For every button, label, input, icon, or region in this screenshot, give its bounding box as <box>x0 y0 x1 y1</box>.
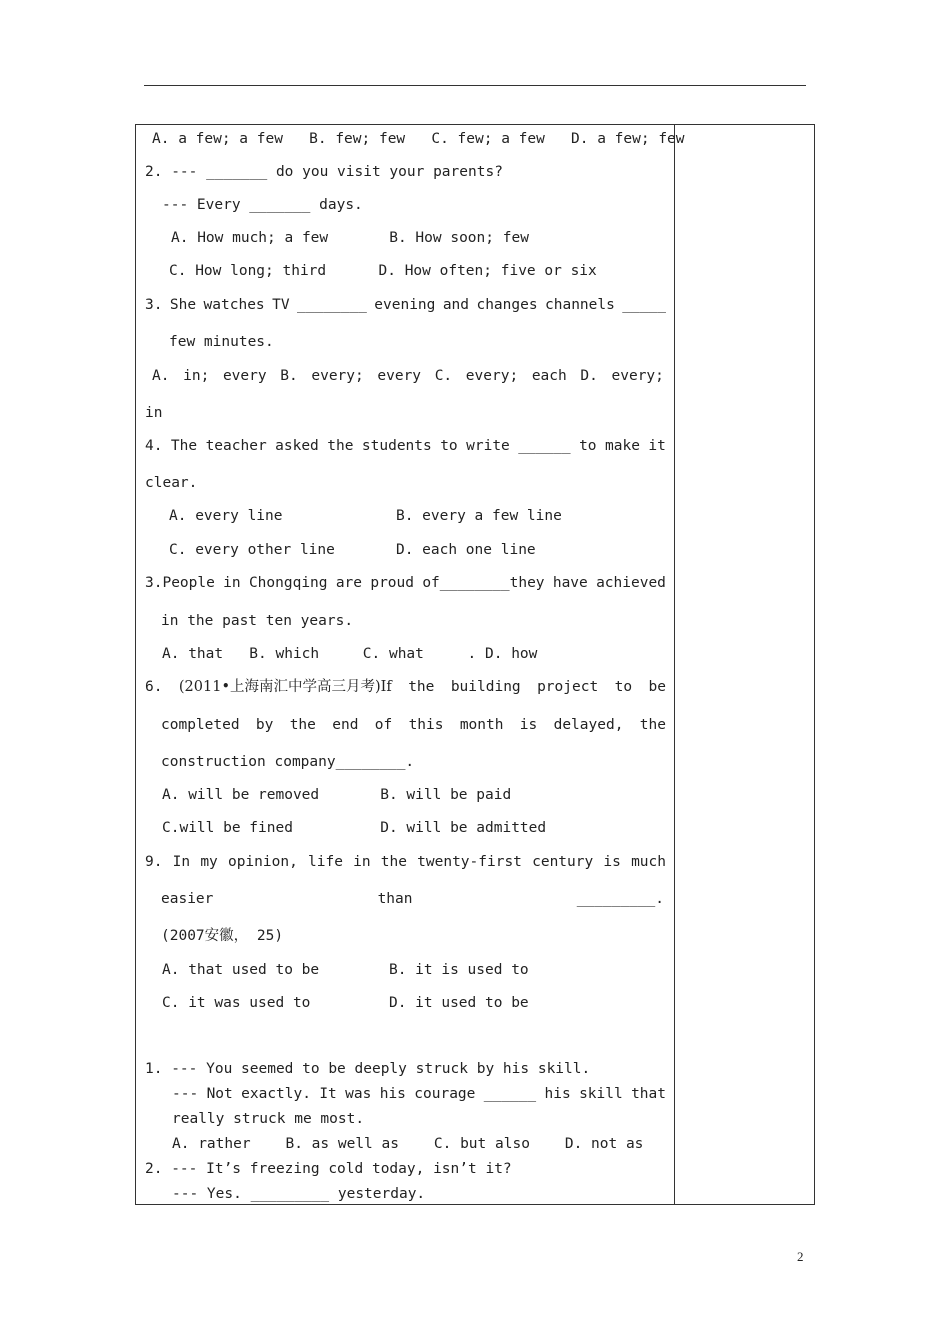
word: easier <box>161 891 214 907</box>
word: courage <box>414 1086 476 1102</box>
q2-options-2: C. How long; third D. How often; five or six <box>169 263 597 279</box>
q3b-options: A. that B. which C. what . D. how <box>162 646 538 662</box>
word: his <box>379 1086 406 1102</box>
word: ________ <box>297 297 367 313</box>
word: 3. <box>145 297 163 313</box>
q3a-stem-line2: few minutes. <box>169 334 274 350</box>
word: changes <box>476 297 538 313</box>
word: channels <box>545 297 615 313</box>
q2-reply: --- Every _______ days. <box>162 197 363 213</box>
part2-q1-options: A. rather B. as well as C. but also D. not as <box>172 1136 644 1152</box>
word: project <box>537 679 599 695</box>
word: every; <box>611 368 664 384</box>
word: evening <box>374 297 436 313</box>
q4-options-2: C. every other line D. each one line <box>169 542 536 558</box>
q9-stem-line1 <box>145 853 666 871</box>
word: 3.People <box>145 575 215 591</box>
column-divider <box>674 124 675 1205</box>
part2-q2-reply: --- Yes. _________ yesterday. <box>172 1186 426 1202</box>
word: was <box>345 1086 372 1102</box>
word: She <box>169 297 197 313</box>
word: to <box>614 679 633 695</box>
word: watches <box>203 297 265 313</box>
word: 4. <box>145 438 163 454</box>
q9-options-2: C. it was used to D. it used to be <box>162 995 529 1011</box>
page-number: 2 <box>797 1249 804 1264</box>
word: B. <box>280 368 298 384</box>
q6-stem-line2 <box>161 716 666 734</box>
word: have <box>552 575 588 591</box>
word: building <box>450 679 521 695</box>
q3a-stem-line1 <box>145 296 666 314</box>
word: the <box>327 438 354 454</box>
q9-options-1: A. that used to be B. it is used to <box>162 962 529 978</box>
q9-stem-line2 <box>161 890 664 908</box>
header-rule <box>144 85 806 86</box>
word: in; <box>183 368 210 384</box>
word: than <box>377 891 413 907</box>
word: Chongqing <box>248 575 328 591</box>
part2-q1-reply-line1 <box>172 1085 666 1103</box>
word: A. <box>152 368 170 384</box>
word: every <box>222 368 267 384</box>
word: my <box>200 854 218 870</box>
word: by <box>255 717 274 733</box>
word: month <box>459 717 504 733</box>
part2-q1-reply-line2: really struck me most. <box>172 1111 365 1127</box>
word: exactly. <box>241 1086 311 1102</box>
word: TV <box>272 297 290 313</box>
word: _____ <box>622 297 666 313</box>
q4-stem-line2: clear. <box>145 475 198 491</box>
word: completed <box>161 717 240 733</box>
word: 9. <box>145 854 163 870</box>
word: life <box>308 854 343 870</box>
q6-stem-line1 <box>145 678 666 696</box>
word: C. <box>434 368 453 384</box>
table-frame <box>135 124 815 1205</box>
word: It <box>319 1086 337 1102</box>
word: his <box>544 1086 571 1102</box>
word: 6. <box>145 679 163 695</box>
word: achieved <box>596 575 666 591</box>
part2-q2-stem: 2. --- It’s freezing cold today, isn’t it? <box>145 1161 512 1177</box>
word: twenty-first <box>417 854 522 870</box>
word: students <box>361 438 432 454</box>
word: ______ <box>518 438 571 454</box>
word: skill <box>579 1086 623 1102</box>
q9-source: (2007安徽， 25) <box>161 928 284 944</box>
word: proud <box>370 575 414 591</box>
word: this <box>408 717 444 733</box>
word: Not <box>206 1086 233 1102</box>
word: asked <box>275 438 319 454</box>
word: are <box>335 575 363 591</box>
prev-question-options: A. a few; a few B. few; few C. few; a few D. a few; few <box>152 131 685 147</box>
q3b-stem-line1 <box>145 574 666 592</box>
word: --- <box>172 1086 199 1102</box>
word: to <box>440 438 458 454</box>
word: to <box>579 438 597 454</box>
word: of <box>374 717 393 733</box>
word: in <box>353 854 371 870</box>
q3a-options-line1 <box>152 367 664 385</box>
word: opinion, <box>227 854 298 870</box>
word: is <box>519 717 538 733</box>
word: the <box>289 717 316 733</box>
word: of________they <box>422 575 545 591</box>
word: be <box>648 679 666 695</box>
q4-options-1: A. every line B. every a few line <box>169 508 562 524</box>
q3a-options-line2: in <box>145 405 163 421</box>
q6-stem-line3: construction company________. <box>161 754 415 770</box>
part2-q1-stem: 1. --- You seemed to be deeply struck by his skill. <box>145 1061 591 1077</box>
word: it <box>648 438 666 454</box>
q6-options-1: A. will be removed B. will be paid <box>162 787 512 803</box>
word: the <box>408 679 435 695</box>
word: delayed, <box>553 717 624 733</box>
word: In <box>172 854 191 870</box>
word: write <box>466 438 510 454</box>
word: D. <box>580 368 598 384</box>
word: teacher <box>205 438 267 454</box>
word: end <box>332 717 359 733</box>
word: and <box>442 297 470 313</box>
word: in <box>223 575 241 591</box>
word: that <box>631 1086 666 1102</box>
word: the <box>639 717 666 733</box>
word: century <box>532 854 594 870</box>
q4-stem-line1 <box>145 437 666 455</box>
q3b-stem-line2: in the past ten years. <box>161 613 354 629</box>
word: much <box>631 854 666 870</box>
word: (2011•上海南汇中学高三月考)If <box>178 679 392 695</box>
word: is <box>603 854 621 870</box>
word: _________. <box>576 891 664 907</box>
word: make <box>605 438 640 454</box>
q2-options-1: A. How much; a few B. How soon; few <box>171 230 529 246</box>
word: ______ <box>483 1086 537 1102</box>
q2-stem: 2. --- _______ do you visit your parents? <box>145 164 503 180</box>
word: the <box>380 854 407 870</box>
word: every <box>377 368 422 384</box>
word: each <box>531 368 567 384</box>
word: The <box>170 438 198 454</box>
word: every; <box>465 368 519 384</box>
q6-options-2: C.will be fined D. will be admitted <box>162 820 547 836</box>
word: every; <box>311 368 364 384</box>
